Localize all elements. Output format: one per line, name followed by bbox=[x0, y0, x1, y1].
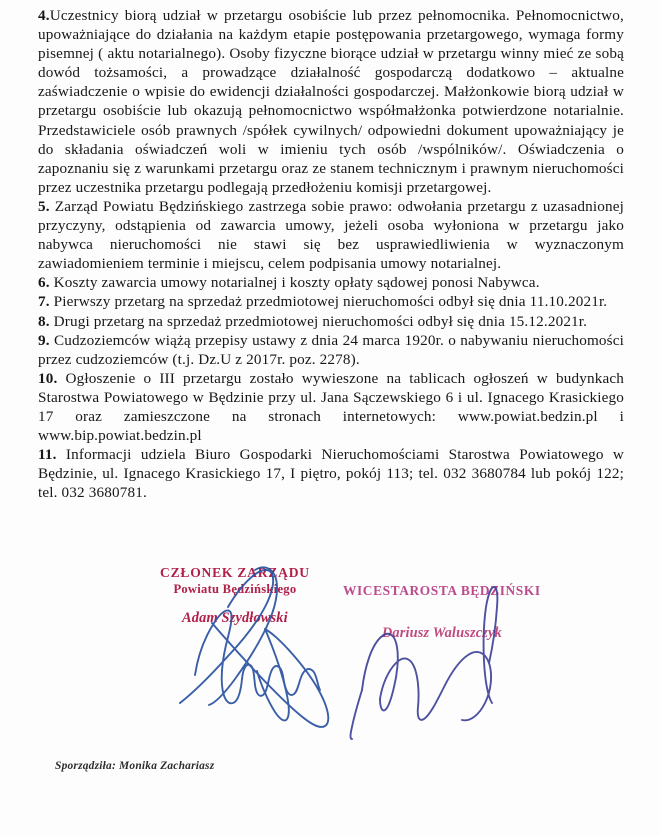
signature-block bbox=[0, 545, 660, 745]
footer-prepared-by: Sporządziła: Monika Zachariasz bbox=[55, 760, 215, 772]
stamp-vice-starost bbox=[343, 583, 541, 642]
stamp-title-line1: CZŁONEK ZARZĄDU bbox=[160, 565, 310, 580]
stamp-title-line2: Powiatu Będzińskiego bbox=[173, 582, 297, 597]
paragraph-item-7: 7. Pierwszy przetarg na sprzedaż przedmiotowej nieruchomości odbył się dnia 11.10.2021r. bbox=[38, 293, 608, 311]
paragraph-item-10: 10. Ogłoszenie o III przetargu zostało wywieszone na tablicach ogłoszeń w budynkach Starostwa Powiatowego w Będzinie przy ul. Jana Sączewskiego 6 i ul. Ignacego Krasickiego 17 oraz zamieszczone na stronach internetowych: www.powiat.bedzin.pl i www.bip.powiat.bedzin.pl bbox=[38, 369, 624, 445]
stamp-board-member bbox=[160, 565, 310, 627]
paragraph-item-8: 8. Drugi przetarg na sprzedaż przedmiotowej nieruchomości odbył się dnia 15.12.2021r. bbox=[38, 312, 588, 330]
paragraph-item-11: 11. Informacji udziela Biuro Gospodarki Nieruchomościami Starostwa Powiatowego w Będzinie, ul. Ignacego Krasickiego 17, I piętro, pokój 113; tel. 032 3680784 lub pokój 122; tel. 032 3680781. bbox=[38, 446, 624, 502]
paragraph-item-9: 9. Cudzoziemców wiążą przepisy ustawy z dnia 24 marca 1920r. o nabywaniu nieruchomości przez cudzoziemców (t.j. Dz.U z 2017r. poz. 2278). bbox=[38, 331, 624, 368]
stamp-signatory-name: Adam Szydłowski bbox=[182, 609, 288, 626]
stamp-title-line1: WICESTAROSTA BĘDZIŃSKI bbox=[343, 583, 541, 598]
stamp-signatory-name: Dariusz Waluszczyk bbox=[381, 624, 502, 641]
handwritten-signatures-ink bbox=[0, 545, 660, 745]
paragraph-item-5: 5. Zarząd Powiatu Będzińskiego zastrzega sobie prawo: odwołania przetargu z uzasadnionej przyczyny, odstąpienia od zawarcia umowy, jeżeli osoba wyłoniona w przetargu jako nabywca nieruchomości nie stawi się bez usprawiedliwienia w wyznaczonym zawiadomieniem terminie i miejscu, celem podpisania umowy notarialnej. bbox=[38, 197, 624, 273]
paragraph-item-4: 4.Uczestnicy biorą udział w przetargu osobiście lub przez pełnomocnika. Pełnomocnictwo, upoważniające do działania na każdym etapie postępowania przetargowego, wymaga formy pisemnej ( aktu notarialnego). Osoby fizyczne biorące udział w przetargu winny mieć ze sobą dowód tożsamości, a prowadzące działalność gospodarczą dodatkowo – aktualne zaświadczenie o wpisie do ewidencji działalności gospodarczej. Małżonkowie biorą udział w przetargu osobiście lub okazują pełnomocnictwo współmałżonka potwierdzone notarialnie. Przedstawiciele osób prawnych /spółek cywilnych/ odpowiedni dokument upoważniający je do składania oświadczeń woli w imieniu tych osób /wspólników/. Oświadczenia o zapoznaniu się z warunkami przetargu oraz ze stanem technicznym i prawnym nieruchomości przez uczestnika przetargu podlegają przedłożeniu komisji przetargowej. bbox=[38, 7, 624, 196]
paragraph-item-6: 6. Koszty zawarcia umowy notarialnej i koszty opłaty sądowej ponosi Nabywca. bbox=[38, 274, 540, 292]
document-text-body bbox=[38, 6, 624, 502]
